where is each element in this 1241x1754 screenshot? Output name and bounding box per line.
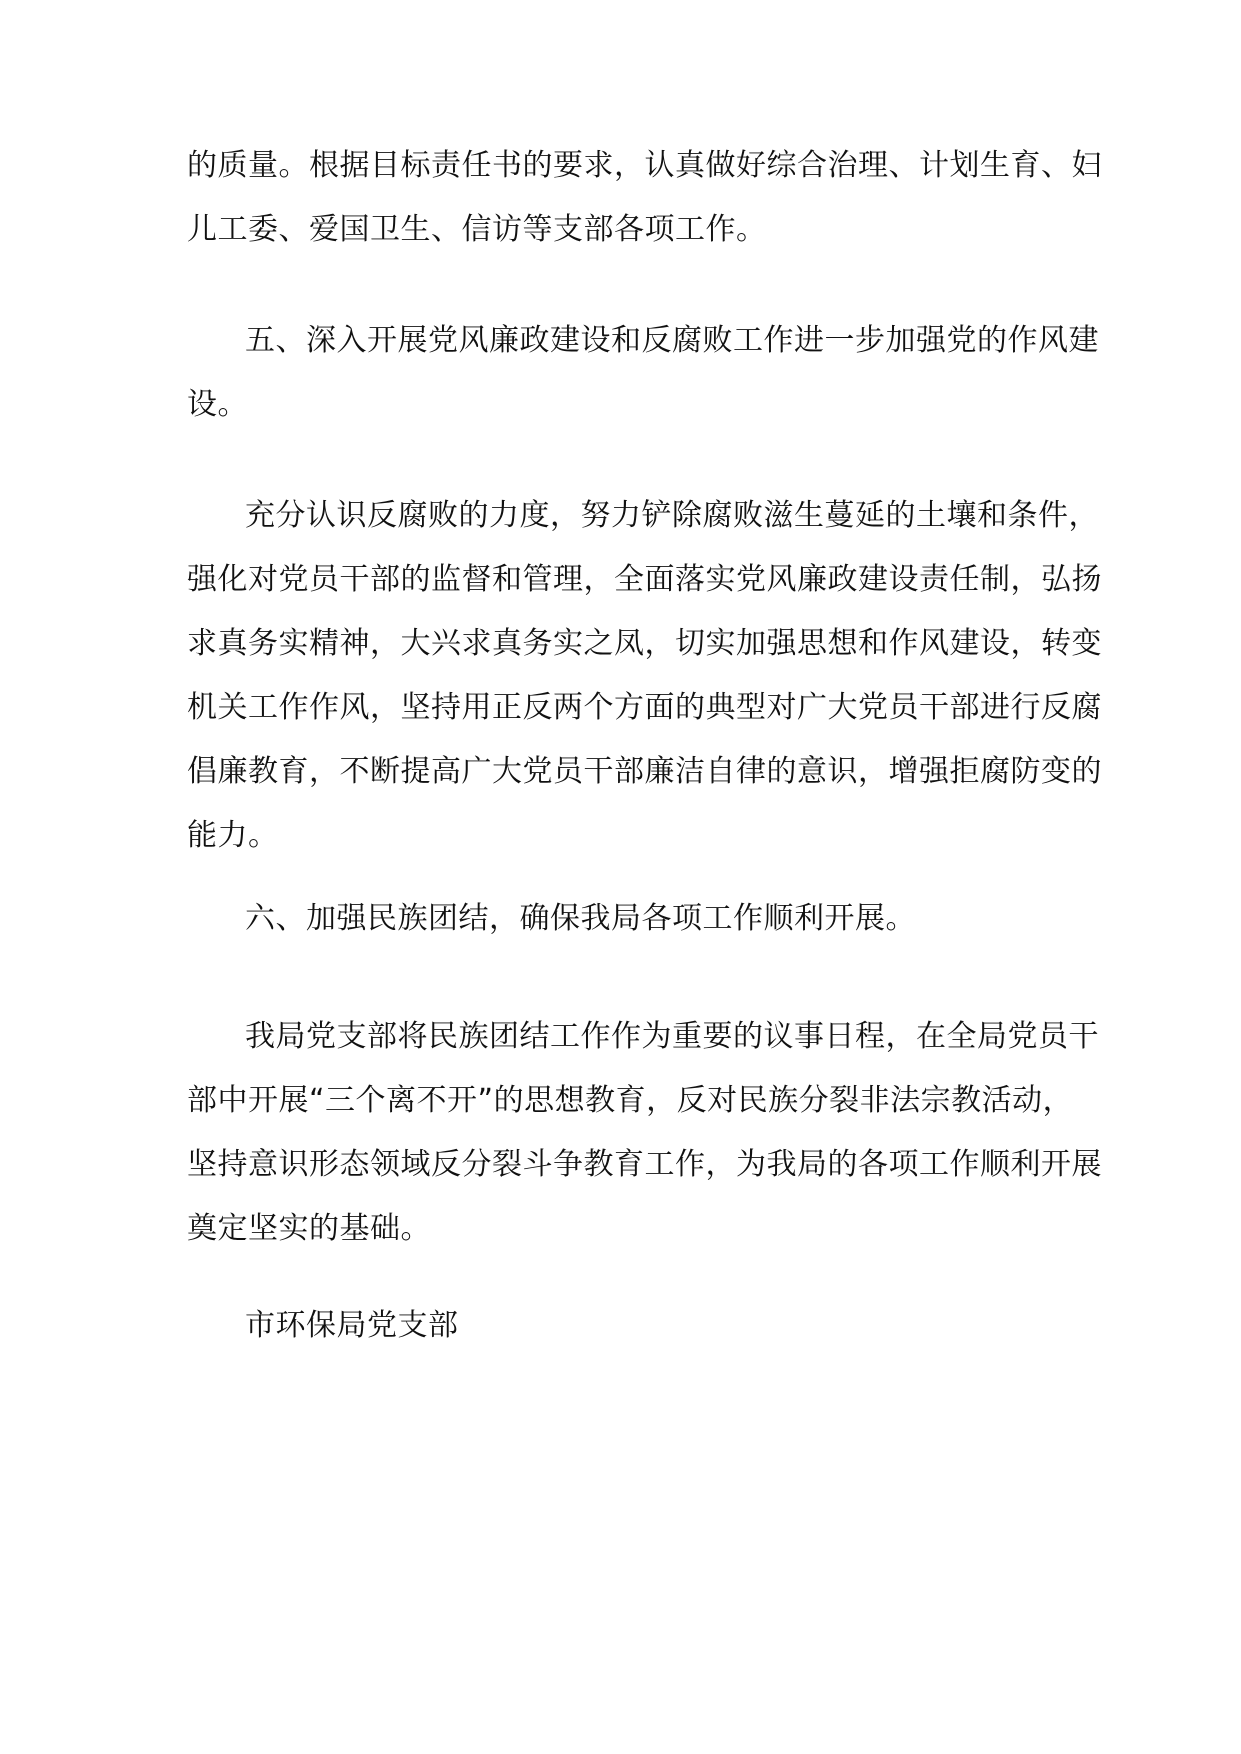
text-line: 六、加强民族团结，确保我局各项工作顺利开展。 <box>245 901 916 936</box>
text-line: 五、深入开展党风廉政建设和反腐败工作进一步加强党的作风建 <box>245 323 1099 358</box>
text-line: 设。 <box>187 387 248 422</box>
text-line: 求真务实精神，大兴求真务实之凤，切实加强思想和作风建设，转变 <box>187 626 1102 661</box>
text-line: 的质量。根据目标责任书的要求，认真做好综合治理、计划生育、妇 <box>187 148 1102 183</box>
text-line: 我局党支部将民族团结工作作为重要的议事日程，在全局党员干 <box>245 1019 1099 1054</box>
signature <box>187 1294 1087 1358</box>
heading-section-five <box>187 309 1099 437</box>
text-line: 能力。 <box>187 818 279 853</box>
paragraph-ethnic-unity <box>187 1005 1102 1261</box>
heading-section-six <box>187 887 1087 951</box>
paragraph-anticorruption <box>187 484 1102 868</box>
text-line: 机关工作作风，坚持用正反两个方面的典型对广大党员干部进行反腐 <box>187 690 1102 725</box>
text-line: 充分认识反腐败的力度，努力铲除腐败滋生蔓延的土壤和条件， <box>245 498 1099 533</box>
text-line: 强化对党员干部的监督和管理，全面落实党风廉政建设责任制，弘扬 <box>187 562 1102 597</box>
text-line: 奠定坚实的基础。 <box>187 1211 431 1246</box>
paragraph-quality <box>187 134 1102 262</box>
text-line: 儿工委、爱国卫生、信访等支部各项工作。 <box>187 212 767 247</box>
signature-line: 市环保局党支部 <box>245 1308 459 1343</box>
text-line: 部中开展“三个离不开”的思想教育，反对民族分裂非法宗教活动， <box>187 1083 1074 1118</box>
text-line: 倡廉教育，不断提高广大党员干部廉洁自律的意识，增强拒腐防变的 <box>187 754 1102 789</box>
text-line: 坚持意识形态领域反分裂斗争教育工作，为我局的各项工作顺利开展 <box>187 1147 1102 1182</box>
